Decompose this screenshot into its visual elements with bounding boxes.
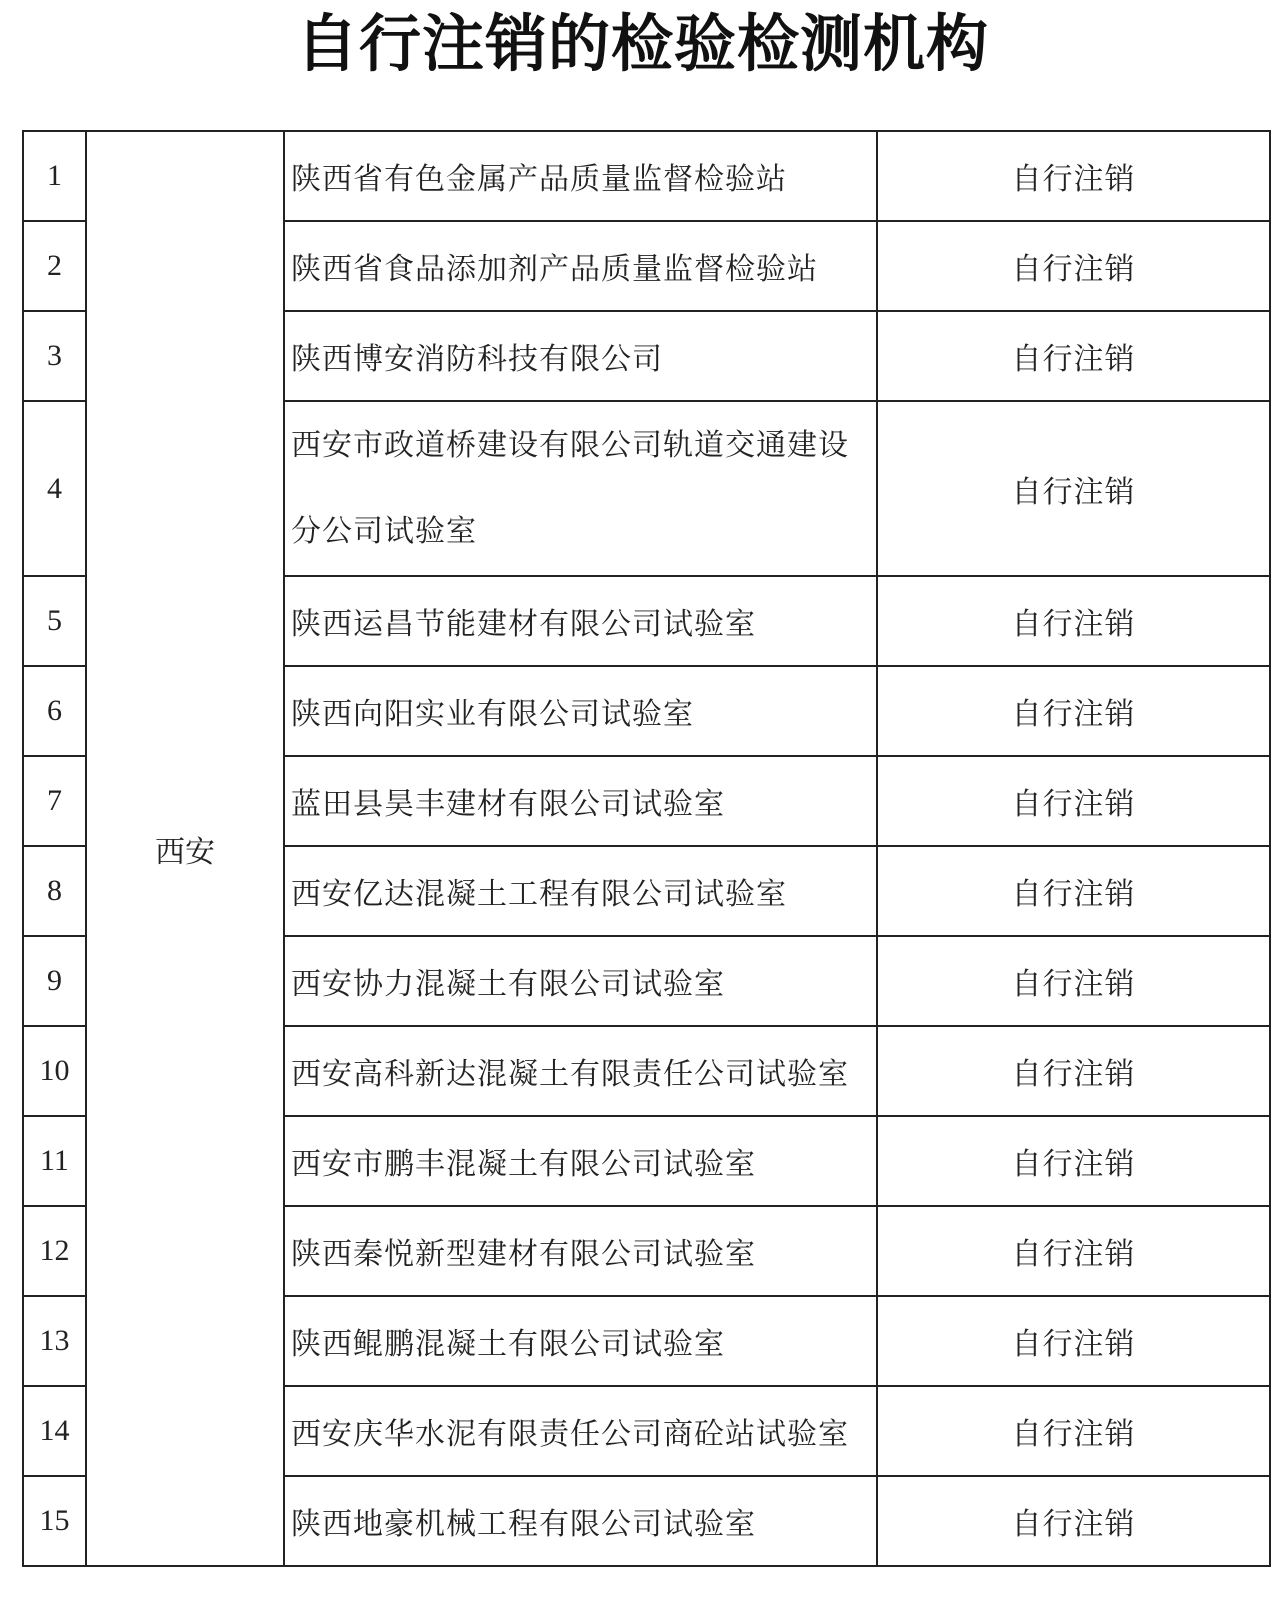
institution-name: 陕西向阳实业有限公司试验室 (284, 666, 877, 756)
status-cell: 自行注销 (877, 221, 1270, 311)
status-cell: 自行注销 (877, 666, 1270, 756)
row-number: 2 (23, 221, 86, 311)
status-cell: 自行注销 (877, 1296, 1270, 1386)
status-cell: 自行注销 (877, 1026, 1270, 1116)
status-cell: 自行注销 (877, 1116, 1270, 1206)
row-number: 7 (23, 756, 86, 846)
status-cell: 自行注销 (877, 846, 1270, 936)
institution-name: 西安庆华水泥有限责任公司商砼站试验室 (284, 1386, 877, 1476)
table-row (23, 131, 1270, 221)
row-number: 8 (23, 846, 86, 936)
status-cell: 自行注销 (877, 1386, 1270, 1476)
institution-name: 陕西地豪机械工程有限公司试验室 (284, 1476, 877, 1566)
institution-name: 西安高科新达混凝土有限责任公司试验室 (284, 1026, 877, 1116)
institution-name: 陕西博安消防科技有限公司 (284, 311, 877, 401)
row-number: 9 (23, 936, 86, 1026)
institution-name: 西安市政道桥建设有限公司轨道交通建设分公司试验室 (284, 401, 877, 576)
institution-name: 陕西省食品添加剂产品质量监督检验站 (284, 221, 877, 311)
row-number: 5 (23, 576, 86, 666)
institution-name: 陕西运昌节能建材有限公司试验室 (284, 576, 877, 666)
status-cell: 自行注销 (877, 1206, 1270, 1296)
institution-name: 陕西鲲鹏混凝土有限公司试验室 (284, 1296, 877, 1386)
status-cell: 自行注销 (877, 756, 1270, 846)
institution-name: 西安亿达混凝土工程有限公司试验室 (284, 846, 877, 936)
row-number: 4 (23, 401, 86, 576)
institution-name: 陕西秦悦新型建材有限公司试验室 (284, 1206, 877, 1296)
page-title: 自行注销的检验检测机构 (295, 7, 989, 80)
institution-name: 西安协力混凝土有限公司试验室 (284, 936, 877, 1026)
institution-name: 蓝田县昊丰建材有限公司试验室 (284, 756, 877, 846)
row-number: 11 (23, 1116, 86, 1206)
deregistered-institutions-table (22, 130, 1271, 1567)
row-number: 15 (23, 1476, 86, 1566)
region-cell: 西安 (86, 131, 284, 1566)
row-number: 14 (23, 1386, 86, 1476)
institution-name: 陕西省有色金属产品质量监督检验站 (284, 131, 877, 221)
status-cell: 自行注销 (877, 936, 1270, 1026)
status-cell: 自行注销 (877, 311, 1270, 401)
status-cell: 自行注销 (877, 576, 1270, 666)
row-number: 12 (23, 1206, 86, 1296)
row-number: 3 (23, 311, 86, 401)
row-number: 1 (23, 131, 86, 221)
row-number: 13 (23, 1296, 86, 1386)
status-cell: 自行注销 (877, 131, 1270, 221)
institution-name: 西安市鹏丰混凝土有限公司试验室 (284, 1116, 877, 1206)
status-cell: 自行注销 (877, 401, 1270, 576)
status-cell: 自行注销 (877, 1476, 1270, 1566)
row-number: 10 (23, 1026, 86, 1116)
row-number: 6 (23, 666, 86, 756)
